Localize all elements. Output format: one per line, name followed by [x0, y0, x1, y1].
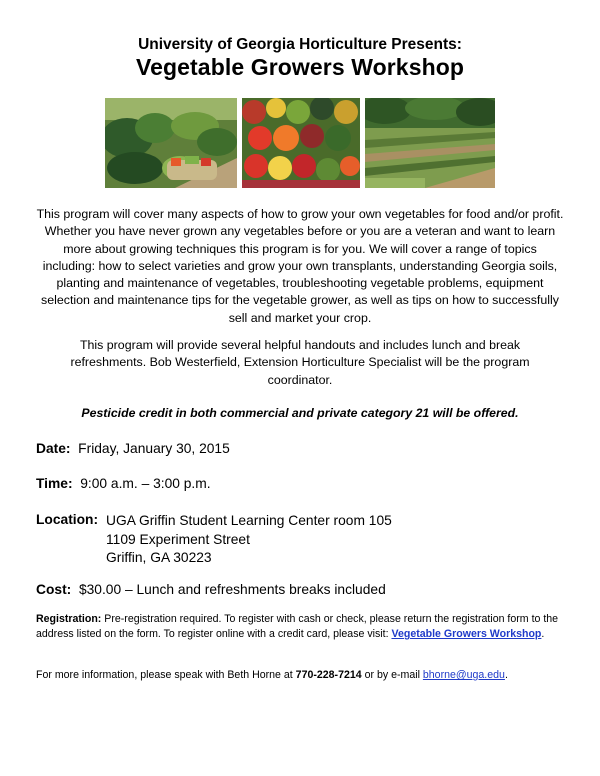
handouts-paragraph: This program will provide several helpful handouts and includes lunch and break refreshments. Bob Westerfield, Extension Horticulture Specialist will be the program coordinator.	[70, 338, 530, 387]
header-presenter: University of Georgia Horticulture Presents:	[138, 36, 462, 53]
workshop-registration-link[interactable]: Vegetable Growers Workshop	[391, 628, 542, 640]
contact-mid: or by e-mail	[361, 669, 423, 681]
location-line-2: 1109 Experiment Street	[106, 531, 250, 547]
cost-value: $30.00 – Lunch and refreshments breaks included	[78, 582, 386, 597]
cost-row	[36, 582, 386, 597]
registration-end: .	[541, 628, 545, 640]
date-row	[36, 441, 230, 456]
vegetable-field-photo	[365, 98, 495, 188]
location-line-3: Griffin, GA 30223	[106, 550, 212, 566]
registration-paragraph	[36, 612, 568, 642]
registration-text: Pre-registration required. To register with cash or check, please return the registration form to the address listed on the form. To register online with a credit card, please visit:	[36, 613, 559, 640]
contact-end: .	[504, 669, 508, 681]
photo-strip	[105, 98, 495, 188]
time-row	[36, 476, 211, 491]
contact-paragraph	[36, 668, 568, 683]
location-address	[106, 512, 392, 568]
vegetable-harvest-photo	[242, 98, 360, 188]
contact-phone: 770-228-7214	[295, 669, 362, 681]
cost-label: Cost:	[36, 582, 72, 597]
date-value: Friday, January 30, 2015	[78, 441, 230, 456]
intro-paragraph: This program will cover many aspects of how to grow your own vegetables for food and/or profit. Whether you have never grown any vegetables before or you are a veteran and want to learn more about growing techniques this program is for you. We will cover a range of topics including: how to select varieties and grow your own transplants, understanding Georgia soils, planting and maintenance of vegetables, troubleshooting vegetable problems, equipment selection and maintenance tips for the vegetable grower, as well as tips on how to successfully sell and market your crop.	[36, 207, 564, 325]
time-label: Time:	[36, 476, 73, 491]
location-label: Location:	[36, 512, 99, 527]
location-label-row	[36, 512, 98, 527]
registration-label: Registration:	[36, 613, 102, 625]
pesticide-credit-note: Pesticide credit in both commercial and private category 21 will be offered.	[81, 406, 519, 420]
location-line-1: UGA Griffin Student Learning Center room 105	[106, 513, 392, 528]
page-title: Vegetable Growers Workshop	[135, 54, 465, 80]
contact-text: For more information, please speak with Beth Horne at	[36, 669, 296, 681]
garden-greens-photo	[105, 98, 237, 188]
contact-email-link[interactable]: bhorne@uga.edu	[422, 669, 505, 681]
date-label: Date:	[36, 441, 71, 456]
time-value: 9:00 a.m. – 3:00 p.m.	[80, 476, 211, 491]
